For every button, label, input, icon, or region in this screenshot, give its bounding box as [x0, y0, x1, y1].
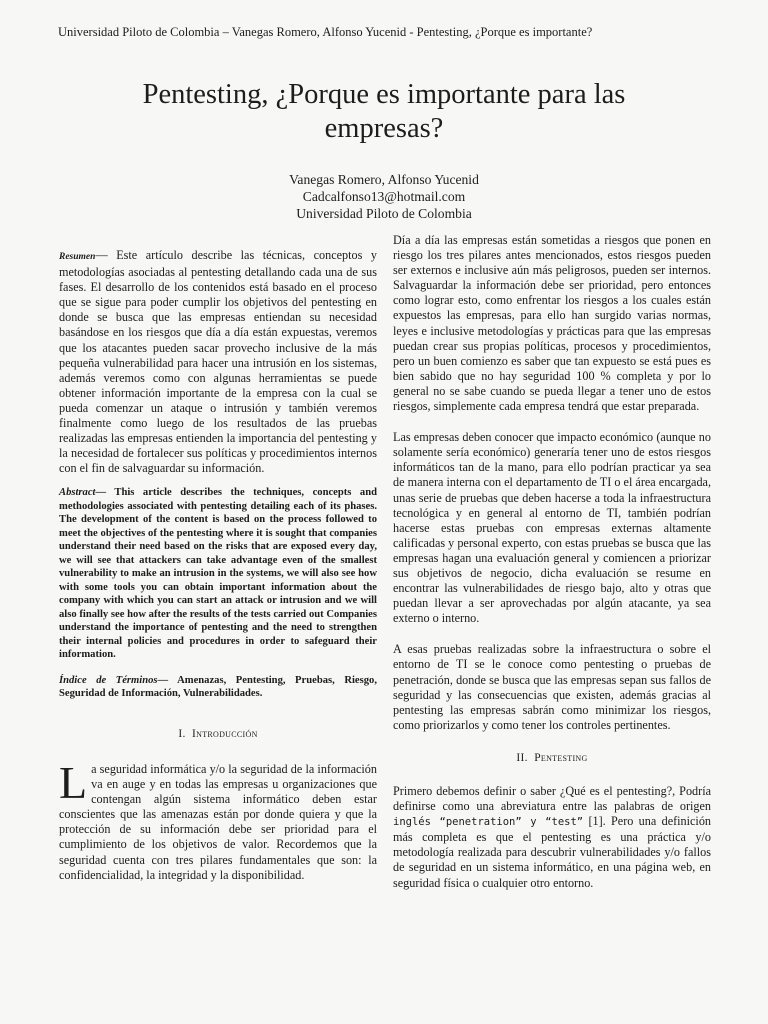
- pentesting-origin-words: inglés “penetration” y “test”: [393, 816, 584, 829]
- section-number: I.: [178, 727, 186, 740]
- body-paragraph: Las empresas deben conocer que impacto económico (aunque no solamente sería económico) generaría tener uno de estos riesgos informáticos tan de la mano, para ello podrían practicar ya sea de manera interna con el departamento de TI o el área encargada, unas serie de pruebas que deben hacerse a toda la infraestructura tecnológica y en general al entorno de TI, también podrían hacerse estas pruebas con empresas externas altamente calificadas y personal experto, con estas pruebas se busca que las empresas hagan una evaluación general y comiencen a priorizar sus objetivos de negocio, dicha evaluación se resume en encontrar las vulnerabilidades de riesgo bajo, alto y otras que puedan llevar a ser aprovechadas por algún atacante, ya sea externo o interno.: [393, 430, 711, 626]
- section-title: Introducción: [192, 727, 258, 740]
- abstract-text: This article describes the techniques, concepts and methodologies associated with pentesting detailing each of its phases. The development of the content is based on the process followed to meet the objectives of the pentesting where it is sought that companies understand their need based on the risks that are exposed every day, we will see that attackers can take advantage even of the smallest vulnerability to make an intrusion in the systems, we will also see how with some tools you can obtain important information about the company with which you can start an attack or intrusion and we will also finally see how after the results of the tests carried out Companies understand the importance of pentesting and the need to strengthen their internal policies and procedures in order to safeguard their information.: [59, 487, 377, 661]
- pentesting-text-a: Primero debemos definir o saber ¿Qué es el pentesting?, Podría definirse como una abreviatura entre las palabras de origen: [393, 784, 711, 814]
- body-paragraph: Día a día las empresas están sometidas a riesgos que ponen en riesgo los tres pilares antes mencionados, estos riesgos pueden ser externos e inclusive aún más peligrosos, pueden ser internos. Salvaguardar la información debe ser prioridad, pero entonces como lograr esto, como enfrentar los riesgos a los cuales están expuestos las empresas, para ello han surgido varias normas, leyes e inclusive metodologías y prácticas para que las empresas puedan crear sus propias políticas, procesos y procedimientos, pero un buen comienzo es saber que tan expuesto se está pues es bien sabido que no hay seguridad 100 % completa y por lo general no se sabe cuando se pueda llegar a tener uno de estos riesgos, simplemente cada empresa tendrá que estar preparada.: [393, 233, 711, 414]
- index-terms-text: Amenazas, Pentesting, Pruebas, Riesgo, Seguridad de Información, Vulnerabilidades.: [59, 674, 377, 700]
- index-terms-paragraph: [59, 674, 377, 701]
- abstract-dash: —: [95, 487, 115, 499]
- pentesting-text-b: [1]. Pero una definición más completa es que el pentesting es una práctica y/o metodología realizada para descubrir vulnerabilidades y/o fallos de seguridad en un sistema informático, en una página web, en seguridad física o cualquier otro entorno.: [393, 814, 712, 890]
- author-name: Vanegas Romero, Alfonso Yucenid: [289, 172, 479, 187]
- drop-cap: L: [59, 757, 88, 808]
- running-header: Universidad Piloto de Colombia – Vanegas Romero, Alfonso Yucenid - Pentesting, ¿Porque es importante?: [58, 25, 593, 39]
- title-line-2: empresas?: [324, 113, 444, 144]
- abstract-label: Abstract: [59, 487, 96, 499]
- intro-text: a seguridad informática y/o la seguridad de la información va en auge y en todas las empresas u organizaciones que contengan algún sistema informático deben estar conscientes que las amenazas están por donde quiera y que la protección de su información debe ser prioridad para el cumplimiento de los objetivos de valor. Recordemos que la seguridad cuenta con tres pilares fundamentales que son: la confidencialidad, la integridad y la disponibilidad.: [59, 762, 377, 882]
- resumen-text: Este artículo describe las técnicas, conceptos y metodologías asociadas al pentesting detallando cada una de sus fases. El desarrollo de los contenidos está basado en el proceso que se sigue para poder cumplir los objetivos del pentesting en donde se busca que las empresas entiendan su necesidad basándose en los riesgos que día a día están expuestas, veremos que los atacantes pueden sacar provecho inclusive de la más pequeña vulnerabilidad para hacer una intrusión en los sistemas, además veremos como con algunas herramientas se puede obtener información importante de la empresa con la cual se pueda comenzar un ataque o intrusión y también veremos finalmente como luego de los resultados de las pruebas realizadas las empresas entienden la importancia del pentesting y la necesidad de fortalecer sus políticas y procedimientos internos con el fin de salvaguardar su información.: [59, 248, 378, 476]
- paper-title: [60, 78, 708, 146]
- resumen-dash: —: [95, 248, 117, 262]
- resumen-paragraph: [59, 248, 377, 476]
- right-column: [393, 233, 711, 891]
- author-affiliation: Universidad Piloto de Colombia: [296, 206, 472, 221]
- index-terms-label: Índice de Términos: [59, 674, 158, 686]
- section-title: Pentesting: [534, 751, 588, 764]
- intro-paragraph: [59, 757, 377, 883]
- section-number: II.: [516, 751, 528, 764]
- section-heading-pentesting: [393, 751, 711, 766]
- index-terms-dash: —: [157, 674, 178, 686]
- body-paragraph: A esas pruebas realizadas sobre la infraestructura o sobre el entorno de TI se le conoce como pentesting o pruebas de penetración, donde se busca que las empresas sepan sus fallos de seguridad y las consecuencias que existen, además gracias al pentesting las empresas sabrán como minimizar los riesgos, como priorizarlos y como tener los controles pertinentes.: [393, 642, 711, 732]
- author-block: [134, 171, 634, 222]
- resumen-label: Resumen: [59, 252, 96, 262]
- left-column: [59, 248, 377, 883]
- title-line-1: Pentesting, ¿Porque es importante para las: [142, 79, 626, 110]
- section-heading-introduccion: [59, 727, 377, 742]
- author-email[interactable]: Cadcalfonso13@hotmail.com: [302, 189, 466, 204]
- abstract-paragraph: [59, 486, 377, 662]
- pentesting-paragraph: [393, 784, 711, 891]
